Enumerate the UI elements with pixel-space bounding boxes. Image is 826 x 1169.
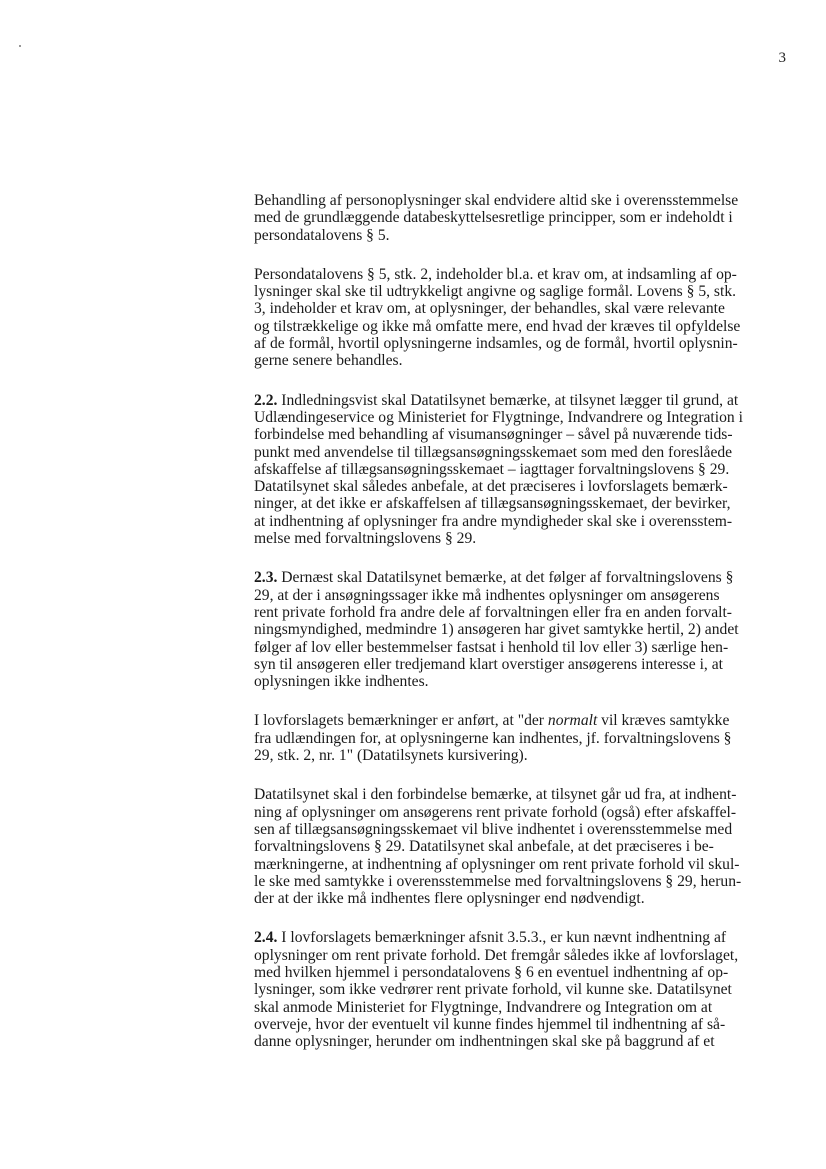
text-line: fra udlændingen for, at oplysningerne kan indhentes, jf. forvaltningslovens § (254, 729, 732, 747)
text-line (254, 569, 786, 586)
paragraph-remarks-quote (254, 712, 786, 764)
text-line: overveje, hvor der eventuelt vil kunne findes hjemmel til indhentning af så- (254, 1015, 726, 1033)
text-run: I lovforslagets bemærkninger er anført, at "der (254, 712, 548, 730)
paragraph-section-5 (254, 266, 786, 370)
text-line: mærkningerne, at indhentning af oplysninger om rent private forhold vil skul- (254, 855, 740, 873)
text-line: oplysninger om rent private forhold. Det fremgår således ikke af lovforslaget, (254, 946, 739, 964)
paragraph-2-3 (254, 569, 786, 690)
text-line: lysninger, som ikke vedrører rent private forhold, vil kunne ske. Datatilsynet (254, 981, 732, 999)
page-number: 3 (778, 50, 786, 66)
text-line: 29, at der i ansøgningssager ikke må indhentes oplysninger om ansøgerens (254, 586, 720, 604)
text-run: vil kræves samtykke (597, 712, 730, 730)
paragraph-2-4 (254, 929, 786, 1050)
scan-speck (19, 45, 21, 47)
text-line: lysninger skal ske til udtrykkeligt angivne og saglige formål. Lovens § 5, stk. (254, 283, 737, 301)
text-line (254, 712, 786, 729)
text-line (254, 392, 786, 409)
text-line: Datatilsynet skal således anbefale, at det præciseres i lovforslagets bemærk- (254, 478, 728, 496)
document-body (254, 192, 786, 1072)
text-line: oplysningen ikke indhentes. (254, 673, 429, 691)
text-line: med de grundlæggende databeskyttelsesretlige principper, som er indeholdt i (254, 209, 733, 227)
text-line: syn til ansøgeren eller tredjemand klart overstiger ansøgerens interesse i, at (254, 655, 723, 673)
paragraph-recommendation (254, 786, 786, 907)
text-run: I lovforslagets bemærkninger afsnit 3.5.3., er kun nævnt indhentning af (277, 929, 727, 947)
text-line: punkt med anvendelse til tillægsansøgningsskemaet som med den foreslåede (254, 443, 733, 461)
text-line: skal anmode Ministeriet for Flygtninge, Indvandrere og Integration om at (254, 998, 713, 1016)
text-line: følger af lov eller bestemmelser fastsat i henhold til lov eller 3) særlige hen- (254, 638, 729, 656)
text-line: persondatalovens § 5. (254, 226, 390, 244)
text-line: Datatilsynet skal i den forbindelse bemærke, at tilsynet går ud fra, at indhent- (254, 786, 737, 804)
text-line: le ske med samtykke i overensstemmelse med forvaltningslovens § 29, herun- (254, 872, 742, 890)
text-line (254, 929, 786, 946)
text-line: Persondatalovens § 5, stk. 2, indeholder bl.a. et krav om, at indsamling af op- (254, 265, 737, 283)
text-line: melse med forvaltningslovens § 29. (254, 530, 477, 548)
text-line: afskaffelse af tillægsansøgningsskemaet – iagttager forvaltningslovens § 29. (254, 460, 730, 478)
text-line: forvaltningslovens § 29. Datatilsynet skal anbefale, at det præciseres i be- (254, 838, 714, 856)
text-line: ninger, at det ikke er afskaffelsen af tillægsansøgningsskemaet, der bevirker, (254, 495, 731, 513)
text-run: Dernæst skal Datatilsynet bemærke, at det følger af forvaltningslovens § (277, 569, 734, 587)
text-line: af de formål, hvortil oplysningerne indsamles, og de formål, hvortil oplysnin- (254, 335, 738, 353)
text-line: rent private forhold fra andre dele af forvaltningen eller fra en anden forvalt- (254, 603, 732, 621)
text-line: der at der ikke må indhentes flere oplysninger end nødvendigt. (254, 890, 645, 908)
text-line: gerne senere behandles. (254, 352, 403, 370)
text-line: at indhentning af oplysninger fra andre myndigheder skal ske i overensstem- (254, 512, 733, 530)
text-line: 29, stk. 2, nr. 1" (Datatilsynets kursivering). (254, 747, 528, 765)
paragraph-2-2 (254, 392, 786, 548)
text-line: og tilstrækkelige og ikke må omfatte mere, end hvad der kræves til opfyldelse (254, 317, 741, 335)
text-line: sen af tillægsansøgningsskemaet vil blive indhentet i overensstemmelse med (254, 820, 733, 838)
italic-emphasis: normalt (547, 712, 598, 730)
section-heading-2-2: 2.2. (254, 391, 278, 409)
section-heading-2-4: 2.4. (254, 929, 278, 947)
text-line: med hvilken hjemmel i persondatalovens § 6 en eventuel indhentning af op- (254, 963, 729, 981)
section-heading-2-3: 2.3. (254, 569, 278, 587)
text-line: Udlændingeservice og Ministeriet for Flygtninge, Indvandrere og Integration i (254, 408, 743, 426)
text-line: ningsmyndighed, medmindre 1) ansøgeren har givet samtykke hertil, 2) andet (254, 621, 739, 639)
text-run: Indledningsvist skal Datatilsynet bemærke, at tilsynet lægger til grund, at (277, 391, 739, 409)
text-line: 3, indeholder et krav om, at oplysninger, der behandles, skal være relevante (254, 300, 725, 318)
text-line: Behandling af personoplysninger skal endvidere altid ske i overensstemmelse (254, 192, 739, 209)
text-line: forbindelse med behandling af visumansøgninger – såvel på nuværende tids- (254, 426, 733, 444)
text-line: danne oplysninger, herunder om indhentningen skal ske på baggrund af et (254, 1033, 715, 1051)
paragraph-intro (254, 192, 786, 244)
text-line: ning af oplysninger om ansøgerens rent private forhold (også) efter afskaffel- (254, 803, 737, 821)
